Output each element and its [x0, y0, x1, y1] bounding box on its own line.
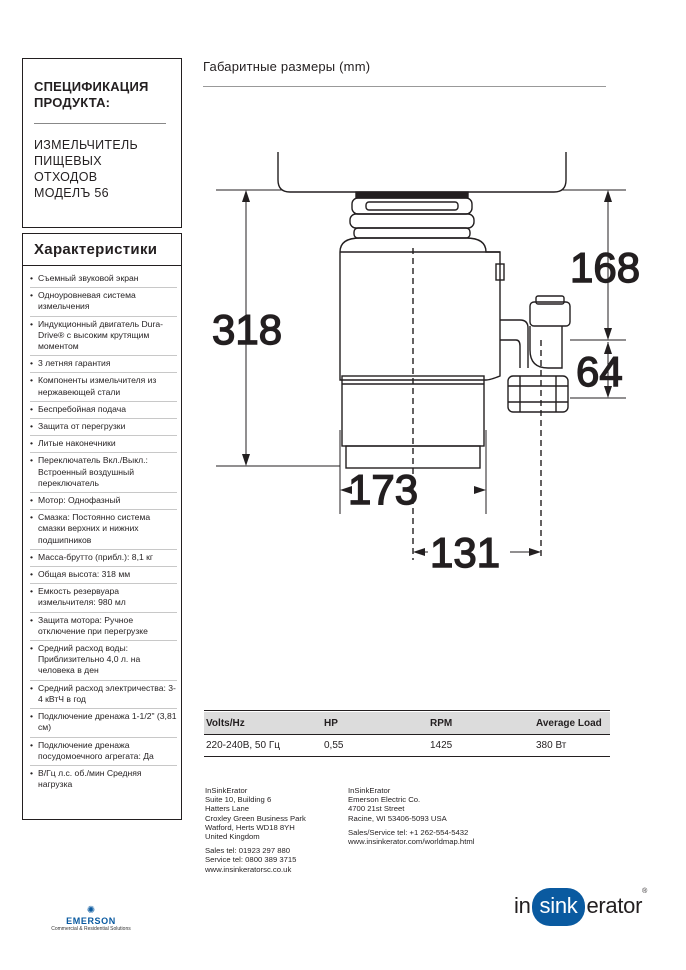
feature-item: • Беспребойная подача — [30, 402, 177, 419]
feature-item: • Смазка: Постоянно система смазки верхних и нижних подшипников — [30, 510, 177, 550]
dim-offset-label: 131 — [430, 529, 501, 576]
sales-phone[interactable]: Sales tel: 01923 297 880 — [205, 846, 291, 856]
address-line: Racine, WI 53406-5093 USA — [348, 813, 447, 823]
address-us — [348, 786, 474, 846]
dimension-drawing — [190, 140, 660, 580]
address-line: United Kingdom — [205, 832, 260, 842]
mount-ring-mid — [350, 214, 474, 228]
address-uk — [205, 786, 306, 874]
insinkerator-logo — [514, 888, 647, 926]
table-cell-hp: 0,55 — [324, 740, 344, 751]
features-divider — [23, 265, 181, 266]
feature-item: • 3 летняя гарантия — [30, 356, 177, 373]
dim-height-label: 318 — [212, 306, 283, 353]
feature-item: • Защита от перегрузки — [30, 419, 177, 436]
spec-box — [22, 58, 182, 228]
sink-basin — [278, 152, 566, 192]
table-top-rule — [204, 710, 610, 711]
offset-arrow-left — [413, 548, 425, 556]
feature-item: • Емкость резервуара измельчителя: 980 мл — [30, 584, 177, 612]
brand-part-sink: sink — [532, 888, 586, 926]
height-arrow-bottom — [242, 454, 250, 466]
feature-item: • Литые наконечники — [30, 436, 177, 453]
emerson-logo — [36, 905, 146, 932]
features-list — [30, 271, 177, 793]
table-header-rpm: RPM — [430, 718, 453, 729]
feature-item: • Компоненты измельчителя из нержавеющей стали — [30, 373, 177, 401]
spec-divider — [34, 123, 166, 124]
feature-item: • Масса-брутто (прибл.): 8,1 кг — [30, 550, 177, 567]
width-arrow-right — [474, 486, 486, 494]
offset-arrow-right — [529, 548, 541, 556]
upper-arrow-top — [604, 190, 612, 202]
brand-reg-mark: ® — [642, 888, 647, 895]
table-header-load: Average Load — [536, 718, 602, 729]
address-line: InSinkErator — [205, 786, 248, 795]
address-line: Emerson Electric Co. — [348, 795, 421, 805]
feature-item: • Защита мотора: Ручное отключение при перегрузке — [30, 613, 177, 641]
table-bottom-rule — [204, 756, 610, 757]
feature-item: • Съемный звуковой экран — [30, 271, 177, 288]
mount-ring-top — [352, 198, 472, 214]
feature-item: • Средний расход электричества: 3-4 кВтЧ в год — [30, 681, 177, 709]
model-line: ПИЩЕВЫХ — [34, 154, 102, 168]
spec-heading-line1: СПЕЦИФИКАЦИЯ — [34, 79, 149, 94]
dim-outlet-label: 64 — [576, 348, 623, 395]
mount-ring-bottom — [354, 228, 470, 238]
model-line: ИЗМЕЛЬЧИТЕЛЬ — [34, 138, 139, 152]
disposer-body — [340, 238, 500, 380]
table-cell-rpm: 1425 — [430, 740, 453, 751]
service-phone[interactable]: Service tel: 0800 389 3715 — [205, 855, 297, 865]
feature-item: • В/Гц л.с. об./мин Средняя нагрузка — [30, 766, 177, 793]
spec-heading — [34, 79, 174, 111]
features-title: Характеристики — [34, 241, 158, 258]
model-line: МОДЕЛЪ 56 — [34, 186, 109, 200]
dim-upper-label: 168 — [570, 244, 641, 291]
brand-part-erator: erator — [586, 893, 643, 918]
address-line: 4700 21st Street — [348, 804, 405, 814]
emerson-tagline: Commercial & Residential Solutions — [51, 926, 131, 932]
sales-service-phone[interactable]: Sales/Service tel: +1 262-554-5432 — [348, 827, 469, 837]
spec-heading-line2: ПРОДУКТА: — [34, 95, 111, 110]
height-arrow-top — [242, 190, 250, 202]
discharge-tube — [500, 320, 528, 368]
feature-item: • Переключатель Вкл./Выкл.: Встроенный воздушный переключатель — [30, 453, 177, 493]
website-link[interactable]: www.insinkeratorsc.co.uk — [205, 864, 292, 874]
dim-width-label: 173 — [348, 466, 419, 513]
feature-item: • Индукционный двигатель Dura-Drive® с высоким крутящим моментом — [30, 317, 177, 357]
mount-ring-inner — [366, 202, 458, 210]
table-header-hp: HP — [324, 718, 338, 729]
brand-part-in: in — [514, 893, 531, 918]
dimensions-divider — [203, 86, 606, 87]
elbow-nut-top-cap — [536, 296, 564, 304]
upper-arrow-bottom — [604, 328, 612, 340]
table-header-volts: Volts/Hz — [206, 718, 245, 729]
emerson-name: EMERSON — [66, 916, 116, 926]
address-line: Hatters Lane — [205, 804, 250, 814]
feature-item: • Мотор: Однофазный — [30, 493, 177, 510]
outlet-nut — [508, 376, 568, 412]
address-line: InSinkErator — [348, 786, 391, 795]
worldmap-link[interactable]: www.insinkerator.com/worldmap.html — [348, 837, 475, 847]
features-box — [22, 233, 182, 820]
table-cell-volts: 220-240В, 50 Гц — [206, 740, 280, 751]
address-line: Suite 10, Building 6 — [205, 795, 272, 805]
elbow-nut-top — [530, 302, 570, 326]
feature-item: • Подключение дренажа посудомоечного агрегата: Да — [30, 738, 177, 766]
feature-item: • Общая высота: 318 мм — [30, 567, 177, 584]
address-line: Croxley Green Business Park — [205, 813, 306, 823]
emerson-mark-icon: ✺ — [86, 905, 96, 916]
table-mid-rule — [204, 734, 610, 735]
model-line: ОТХОДОВ — [34, 170, 98, 184]
feature-item: • Средний расход воды: Приблизительно 4,0 л. на человека в ден — [30, 641, 177, 681]
model-name — [34, 137, 174, 201]
address-line: Watford, Herts WD18 8YH — [205, 822, 295, 832]
sink-flange — [356, 192, 468, 198]
feature-item: • Одноуровневая система измельчения — [30, 288, 177, 316]
elbow-body — [530, 326, 562, 368]
table-cell-load: 380 Вт — [536, 740, 567, 751]
feature-item: • Подключение дренажа 1-1/2" (3,81 см) — [30, 709, 177, 737]
dimensions-title: Габаритные размеры (mm) — [203, 59, 371, 74]
